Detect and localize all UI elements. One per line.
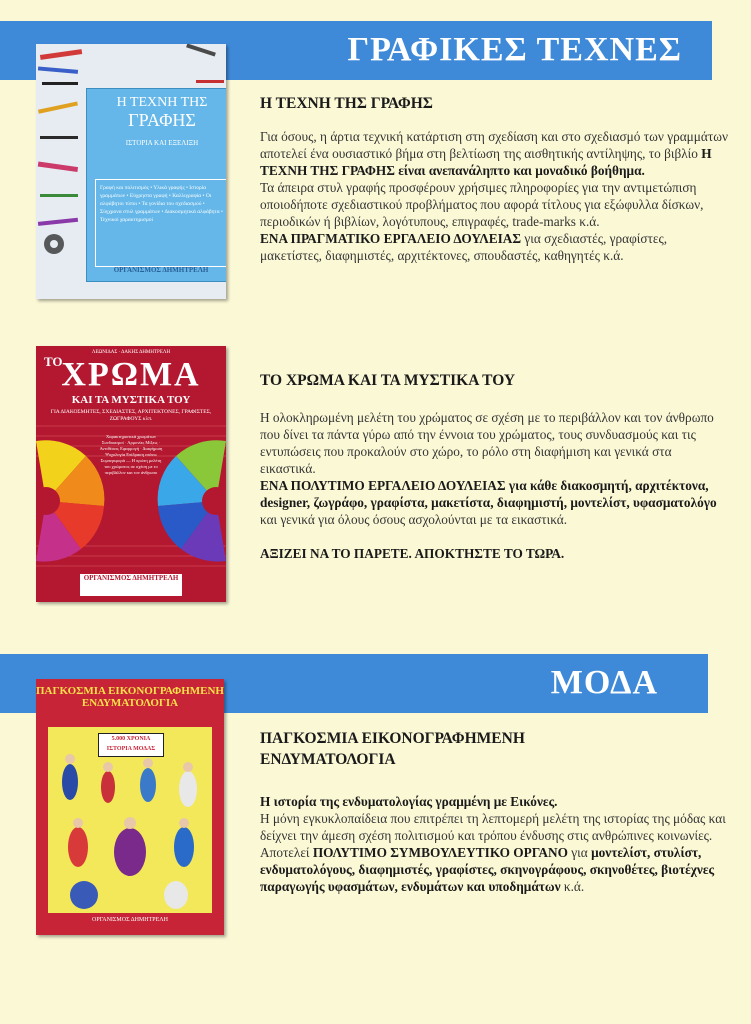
cover-badge: 5.000 ΧΡΟΝΙΑ ΙΣΤΟΡΙΑ ΜΟΔΑΣ — [98, 733, 164, 757]
book3-heading: ΠΑΓΚΟΣΜΙΑ ΕΙΚΟΝΟΓΡΑΦΗΜΕΝΗ ΕΝΔΥΜΑΤΟΛΟΓΙΑ — [260, 730, 525, 768]
book-cover-art-of-writing — [36, 44, 226, 299]
book-cover-color-secrets — [36, 346, 226, 602]
book2-description: Η ολοκληρωμένη μελέτη του χρώματος σε σχέση με το περιβάλλον και τον άνθρωπο που δίνει τα πάντα γύρω από την έννοια του χρώματος, τους συνδυασμούς και τις εντυπώσεις που προκαλούν στο χώρο, το ρόλο στη διαφήμιση και γενικά στα εικαστικά. ΕΝΑ ΠΟΛΥΤΙΜΟ ΕΡΓΑΛΕΙΟ ΔΟΥΛΕΙΑΣ για κάθε διακοσμητή, αρχιτέκτονα, designer, ζωγράφο, γραφίστα, μακετίστα, διαφημιστή, μοντελίστ, υφασματολόγο και γενικά για όλους όσους ασχολούνται με τα εικαστικά. ΑΞΙΖΕΙ ΝΑ ΤΟ ΠΑΡΕΤΕ. ΑΠΟΚΤΗΣΤΕ ΤΟ ΤΩΡΑ. — [260, 410, 717, 561]
cover-subtitle: ΙΣΤΟΡΙΑ ΚΑΙ ΕΞΕΛΙΞΗ — [125, 139, 199, 147]
book2-heading: ΤΟ ΧΡΩΜΑ ΚΑΙ ΤΑ ΜΥΣΤΙΚΑ ΤΟΥ — [260, 372, 516, 389]
book1-description: Για όσους, η άρτια τεχνική κατάρτιση στη σχεδίαση και στο σχεδιασμό των γραμμάτων αποτελεί ένα ουσιαστικό βήμα στη βελτίωση της αισθητικής αντίληψης, το βιβλίο Η ΤΕΧΝΗ ΤΗΣ ΓΡΑΦΗΣ είναι ανεπανάληπτο και μοναδικό βοήθημα. Τα άπειρα στυλ γραφής προσφέρουν χρήσιμες πληροφορίες για την αντιμετώπιση οποιοδήποτε σχεδιαστικού προβλήματος που αφορά τίτλους για εξώφυλλα δίσκων, περιοδικών ή βιβλίων, λογότυπους, επιγραφές, trade-marks κ.ά. ΕΝΑ ΠΡΑΓΜΑΤΙΚΟ ΕΡΓΑΛΕΙΟ ΔΟΥΛΕΙΑΣ για σχεδιαστές, γραφίστες, μακετίστες, διαφημιστές, αρχιτέκτονες, σπουδαστές, καθηγητές κ.ά. — [260, 129, 729, 263]
cover-authors: ΛΕΩΝΙΔΑΣ · ΔΑΚΗΣ ΔΗΜΗΤΡΕΛΗ — [91, 350, 171, 355]
section-title-fashion: ΜΟΔΑ — [550, 664, 658, 701]
section-title-graphic-arts: ΓΡΑΦΙΚΕΣ ΤΕΧΝΕΣ — [347, 31, 682, 68]
cover-subtitle: ΚΑΙ ΤΑ ΜΥΣΤΙΚΑ ΤΟΥ — [71, 394, 191, 406]
cover-audience: ΓΙΑ ΔΙΑΚΟΣΜΗΤΕΣ, ΣΧΕΔΙΑΣΤΕΣ, ΑΡΧΙΤΕΚΤΟΝΕΣ, ΓΡΑΦΙΣΤΕΣ, ΖΩΓΡΑΦΟΥΣ κλπ. — [50, 409, 212, 422]
cover-topics: Χαρακτηριστικά χρωμάτων Συνδυασμοί · Αρμονίες Μίξεις · Αντιθέσεις Εφαρμογή · Διαφήμιση Ψυχολογία Επίδραση επάνω Συμπεριφορά — Η πρώτη μελέτη του χρώματος σε σχέση με το περιβάλλον και τον άνθρωπο — [99, 434, 163, 475]
cover-title-panel — [86, 88, 226, 282]
cover-publisher: ΟΡΓΑΝΙΣΜΟΣ ΔΗΜΗΤΡΕΛΗ — [80, 574, 182, 596]
book3-description: Η ιστορία της ενδυματολογίας γραμμένη με Εικόνες. Η μόνη εγκυκλοπαίδεια που επιτρέπει τη λεπτομερή μελέτη της ιστορίας της μόδας και δείχνει την άμεση σχέση πολιτισμού και τρόπου ένδυσης στις ανθρώπινες κοινωνίες. Αποτελεί ΠΟΛΥΤΙΜΟ ΣΥΜΒΟΥΛΕΥΤΙΚΟ ΟΡΓΑΝΟ για μοντελίστ, στυλίστ, ενδυματολόγους, διαφημιστές, γραφίστες, σκηνογράφους, σκηνοθέτες, βιοτέχνες παραγωγής υφασμάτων, ενδυμάτων και υποδημάτων κ.ά. — [260, 794, 726, 894]
book1-heading: Η ΤΕΧΝΗ ΤΗΣ ΓΡΑΦΗΣ — [260, 95, 433, 112]
cover-publisher: ΟΡΓΑΝΙΣΜΟΣ ΔΗΜΗΤΡΕΛΗ — [113, 266, 209, 274]
cover-figures-panel — [48, 727, 212, 913]
cover-title: Η ΤΕΧΝΗ ΤΗΣ ΓΡΑΦΗΣ — [116, 95, 208, 130]
cover-article: ΤΟ — [44, 354, 63, 369]
book-cover-costume-history — [36, 679, 224, 935]
cover-publisher: ΟΡΓΑΝΙΣΜΟΣ ΔΗΜΗΤΡΕΛΗ — [92, 917, 168, 923]
cover-title: ΧΡΩΜΑ — [61, 356, 201, 393]
cover-contents: Γραφή και πολιτισμός • Υλικά γραφής • Ιστορία γραμμάτων • Εύχρηστα γραφή • Καλλιγραφία • Οι αλφάβητοι τύποι • Τα γονίδια του σχεδιασμού • Σύγχρονα στυλ γραμμάτων • Διακοσμητικά αλφάβητα • Τεχνικοί χαρακτηρισμοί — [95, 179, 226, 267]
cover-title: ΠΑΓΚΟΣΜΙΑ ΕΙΚΟΝΟΓΡΑΦΗΜΕΝΗ ΕΝΔΥΜΑΤΟΛΟΓΙΑ — [36, 685, 224, 709]
